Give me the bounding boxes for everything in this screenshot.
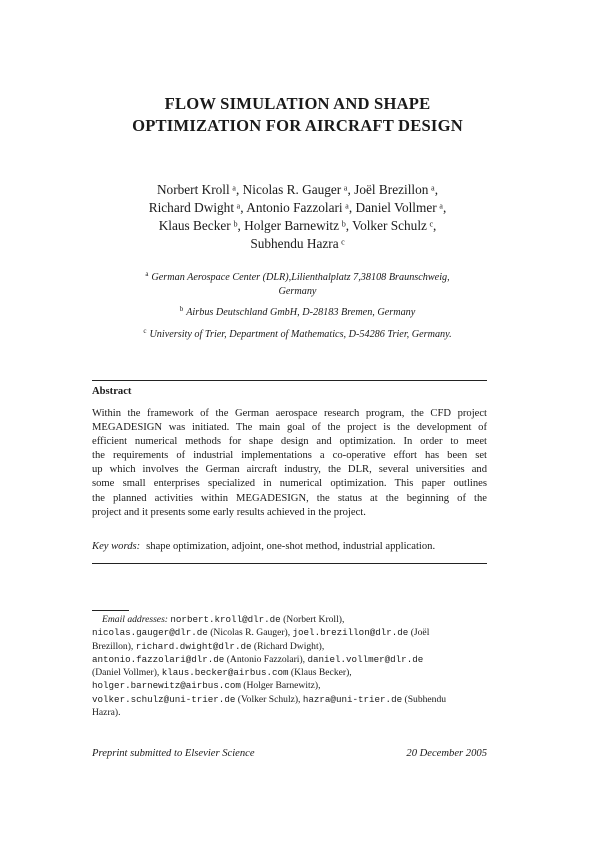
email-link[interactable]: norbert.kroll@dlr.de: [170, 614, 281, 625]
affiliation-c-text: University of Trier, Department of Mathematics, D-54286 Trier, Germany.: [149, 328, 452, 340]
footnote-line: [92, 653, 492, 666]
email-owner: (Joël: [408, 627, 430, 639]
email-link[interactable]: hazra@uni-trier.de: [302, 693, 403, 705]
preprint-date: 20 December 2005: [406, 748, 487, 759]
email-link[interactable]: antonio.fazzolari@dlr.de: [92, 653, 225, 665]
author-line-4: Subhendu Hazra ᶜ: [250, 236, 345, 251]
title-line-2: OPTIMIZATION FOR AIRCRAFT DESIGN: [132, 116, 463, 135]
email-link[interactable]: holger.barnewitz@airbus.com: [92, 680, 241, 692]
footnote-line: [92, 679, 492, 692]
keywords: [92, 541, 435, 552]
email-owner: (Subhendu: [402, 693, 447, 705]
affiliation-a-text: German Aerospace Center (DLR),Lilienthalplatz 7,38108 Braunschweig,: [151, 272, 450, 283]
footnote-line: [92, 666, 492, 679]
email-link[interactable]: volker.schulz@uni-trier.de: [92, 693, 236, 705]
affiliation-a-continued: Germany: [278, 286, 317, 298]
email-link[interactable]: klaus.becker@airbus.com: [161, 667, 289, 679]
email-link[interactable]: joel.brezillon@dlr.de: [292, 627, 409, 639]
author-line-3: Klaus Becker ᵇ, Holger Barnewitz ᵇ, Volker Schulz ᶜ,: [158, 218, 437, 233]
email-link[interactable]: daniel.vollmer@dlr.de: [307, 653, 424, 665]
author-line-1: Norbert Kroll ᵃ, Nicolas R. Gauger ᵃ, Joël Brezillon ᵃ,: [156, 182, 439, 197]
email-owner: (Daniel Vollmer),: [92, 667, 162, 679]
affiliations: [90, 267, 505, 342]
email-owner: (Nicolas R. Gauger),: [207, 627, 293, 639]
email-link[interactable]: richard.dwight@dlr.de: [135, 640, 252, 652]
email-owner: (Norbert Kroll),: [280, 614, 345, 625]
abstract-line: up which involves the German aircraft industry, the DLR, several universities and: [92, 464, 487, 476]
affiliation-c-mark: c: [143, 326, 147, 335]
affiliation-b-mark: b: [179, 305, 184, 314]
footnote-line: [92, 693, 492, 706]
abstract-line: some small enterprises specialized in numerical optimization. This paper outlines: [92, 478, 487, 490]
email-owner: (Antonio Fazzolari),: [224, 653, 308, 665]
abstract-line: efficient numerical methods for shape design and optimization. In order to meet: [92, 436, 487, 448]
affiliation-a-mark: a: [145, 270, 149, 278]
email-label: Email addresses:: [102, 614, 168, 625]
abstract-heading: Abstract: [92, 386, 132, 397]
author-list: [90, 181, 505, 253]
abstract-line: the planned activities within MEGADESIGN, the status at the beginning of the: [92, 492, 487, 504]
footnote-line: [92, 626, 492, 639]
preprint-note: Preprint submitted to Elsevier Science: [92, 748, 255, 759]
email-link[interactable]: nicolas.gauger@dlr.de: [92, 627, 208, 639]
affiliation-c: [90, 324, 505, 342]
abstract-line: Within the framework of the German aerospace research program, the CFD project: [92, 408, 487, 419]
email-owner: Brezillon),: [92, 640, 136, 652]
abstract-line: the requirements of industrial implementations a co-operative effort has been set: [92, 450, 487, 462]
affiliation-b-text: Airbus Deutschland GmbH, D-28183 Bremen, Germany: [186, 307, 416, 319]
email-owner: (Klaus Becker),: [288, 667, 352, 679]
keywords-label: Key words:: [92, 541, 141, 552]
abstract-body: [92, 407, 487, 520]
email-owner: (Volker Schulz),: [235, 693, 303, 705]
title-line-1: FLOW SIMULATION AND SHAPE: [164, 94, 431, 113]
abstract-line: MEGADESIGN was initiated. The main goal of the project is the development of: [92, 422, 487, 434]
affiliation-b: [90, 302, 505, 320]
keywords-text: shape optimization, adjoint, one-shot method, industrial application.: [146, 541, 436, 552]
abstract-top-rule: [92, 380, 487, 381]
footnote-line: Hazra).: [92, 707, 121, 719]
email-owner: (Holger Barnewitz),: [240, 680, 321, 692]
paper-title: [60, 93, 535, 137]
abstract-line: project and it presents some early results achieved in the project.: [92, 506, 366, 518]
email-owner: (Richard Dwight),: [251, 640, 325, 652]
footnote-rule: [92, 610, 129, 611]
email-footnote: [92, 613, 492, 719]
affiliation-a: [90, 267, 505, 285]
footnote-line: [92, 613, 492, 626]
abstract-bottom-rule: [92, 563, 487, 564]
footnote-line: [92, 640, 492, 653]
author-line-2: Richard Dwight ᵃ, Antonio Fazzolari ᵃ, Daniel Vollmer ᵃ,: [148, 200, 447, 215]
